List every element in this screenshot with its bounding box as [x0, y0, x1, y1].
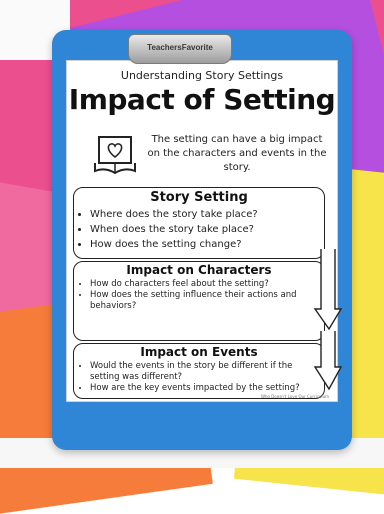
bullet: • Where does the story take place? — [90, 207, 324, 222]
bullet: • Would the events in the story be different if the setting was different? — [90, 361, 324, 383]
section-story-setting — [73, 187, 325, 259]
bullet: • How are the key events impacted by the setting? — [90, 383, 324, 394]
poster-sheet — [66, 60, 338, 402]
section-title: Impact on Events — [140, 345, 258, 359]
poster-eyebrow: Understanding Story Settings — [120, 69, 284, 82]
poster-title: Impact of Setting — [68, 83, 336, 116]
bullet: • How do characters feel about the setting? — [90, 279, 324, 290]
poster-footer: Who Doesn't Love Our Curriculum — [261, 394, 329, 399]
bullet: • How does the setting influence their actions and behaviors? — [90, 290, 324, 312]
down-arrow-icon — [315, 249, 345, 395]
section-impact-events — [73, 343, 325, 399]
bullet: • How does the setting change? — [90, 237, 324, 252]
section-impact-characters — [73, 261, 325, 341]
section-title: Impact on Characters — [126, 263, 272, 277]
clip-brand: TeachersFavorite — [147, 43, 213, 52]
book-heart-icon — [93, 133, 137, 177]
clipboard-clip — [128, 34, 232, 64]
bullet: • When does the story take place? — [90, 222, 324, 237]
poster-intro: The setting can have a big impact on the characters and events in the story. — [147, 134, 327, 173]
section-title: Story Setting — [150, 190, 248, 205]
